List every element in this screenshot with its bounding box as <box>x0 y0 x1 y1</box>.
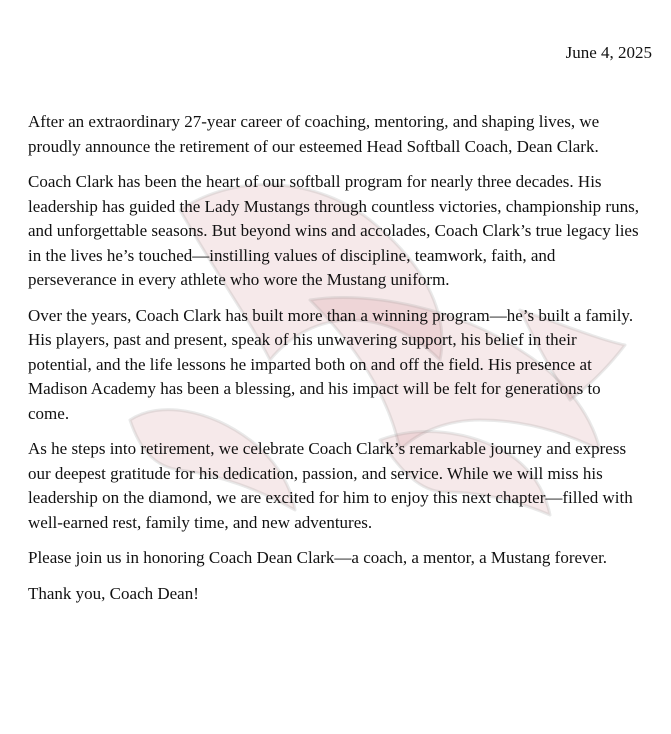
paragraph-closing: Thank you, Coach Dean! <box>28 583 199 603</box>
paragraph-honoring: Please join us in honoring Coach Dean Clark—a coach, a mentor, a Mustang forever. <box>28 548 608 567</box>
paragraph-announcement: After an extraordinary 27-year career of coaching, mentoring, and shaping lives, we proudly announce the retirement of our esteemed Head Softball Coach, Dean Clark. <box>28 112 600 156</box>
paragraph-family: Over the years, Coach Clark has built more than a winning program—he’s built a family. His players, past and present, speak of his unwavering support, his belief in their potential, and the life lessons he imparted both on and off the field. His presence at Madison Academy has been a blessing, and his impact will be felt for generations to come. <box>28 305 634 423</box>
paragraph-legacy: Coach Clark has been the heart of our softball program for nearly three decades. His leadership has guided the Lady Mustangs through countless victories, championship runs, and unforgettable seasons. But beyond wins and accolades, Coach Clark’s true legacy lies in the lives he’s touched—instilling values of discipline, teamwork, faith, and perseverance in every athlete who wore the Mustang uniform. <box>28 172 639 289</box>
letter-body <box>28 110 640 617</box>
letter-date: June 4, 2025 <box>565 43 652 62</box>
paragraph-gratitude: As he steps into retirement, we celebrate Coach Clark’s remarkable journey and express our deepest gratitude for his dedication, passion, and service. While we will miss his leadership on the diamond, we are excited for him to enjoy this next chapter—filled with well-earned rest, family time, and new adventures. <box>28 439 633 532</box>
